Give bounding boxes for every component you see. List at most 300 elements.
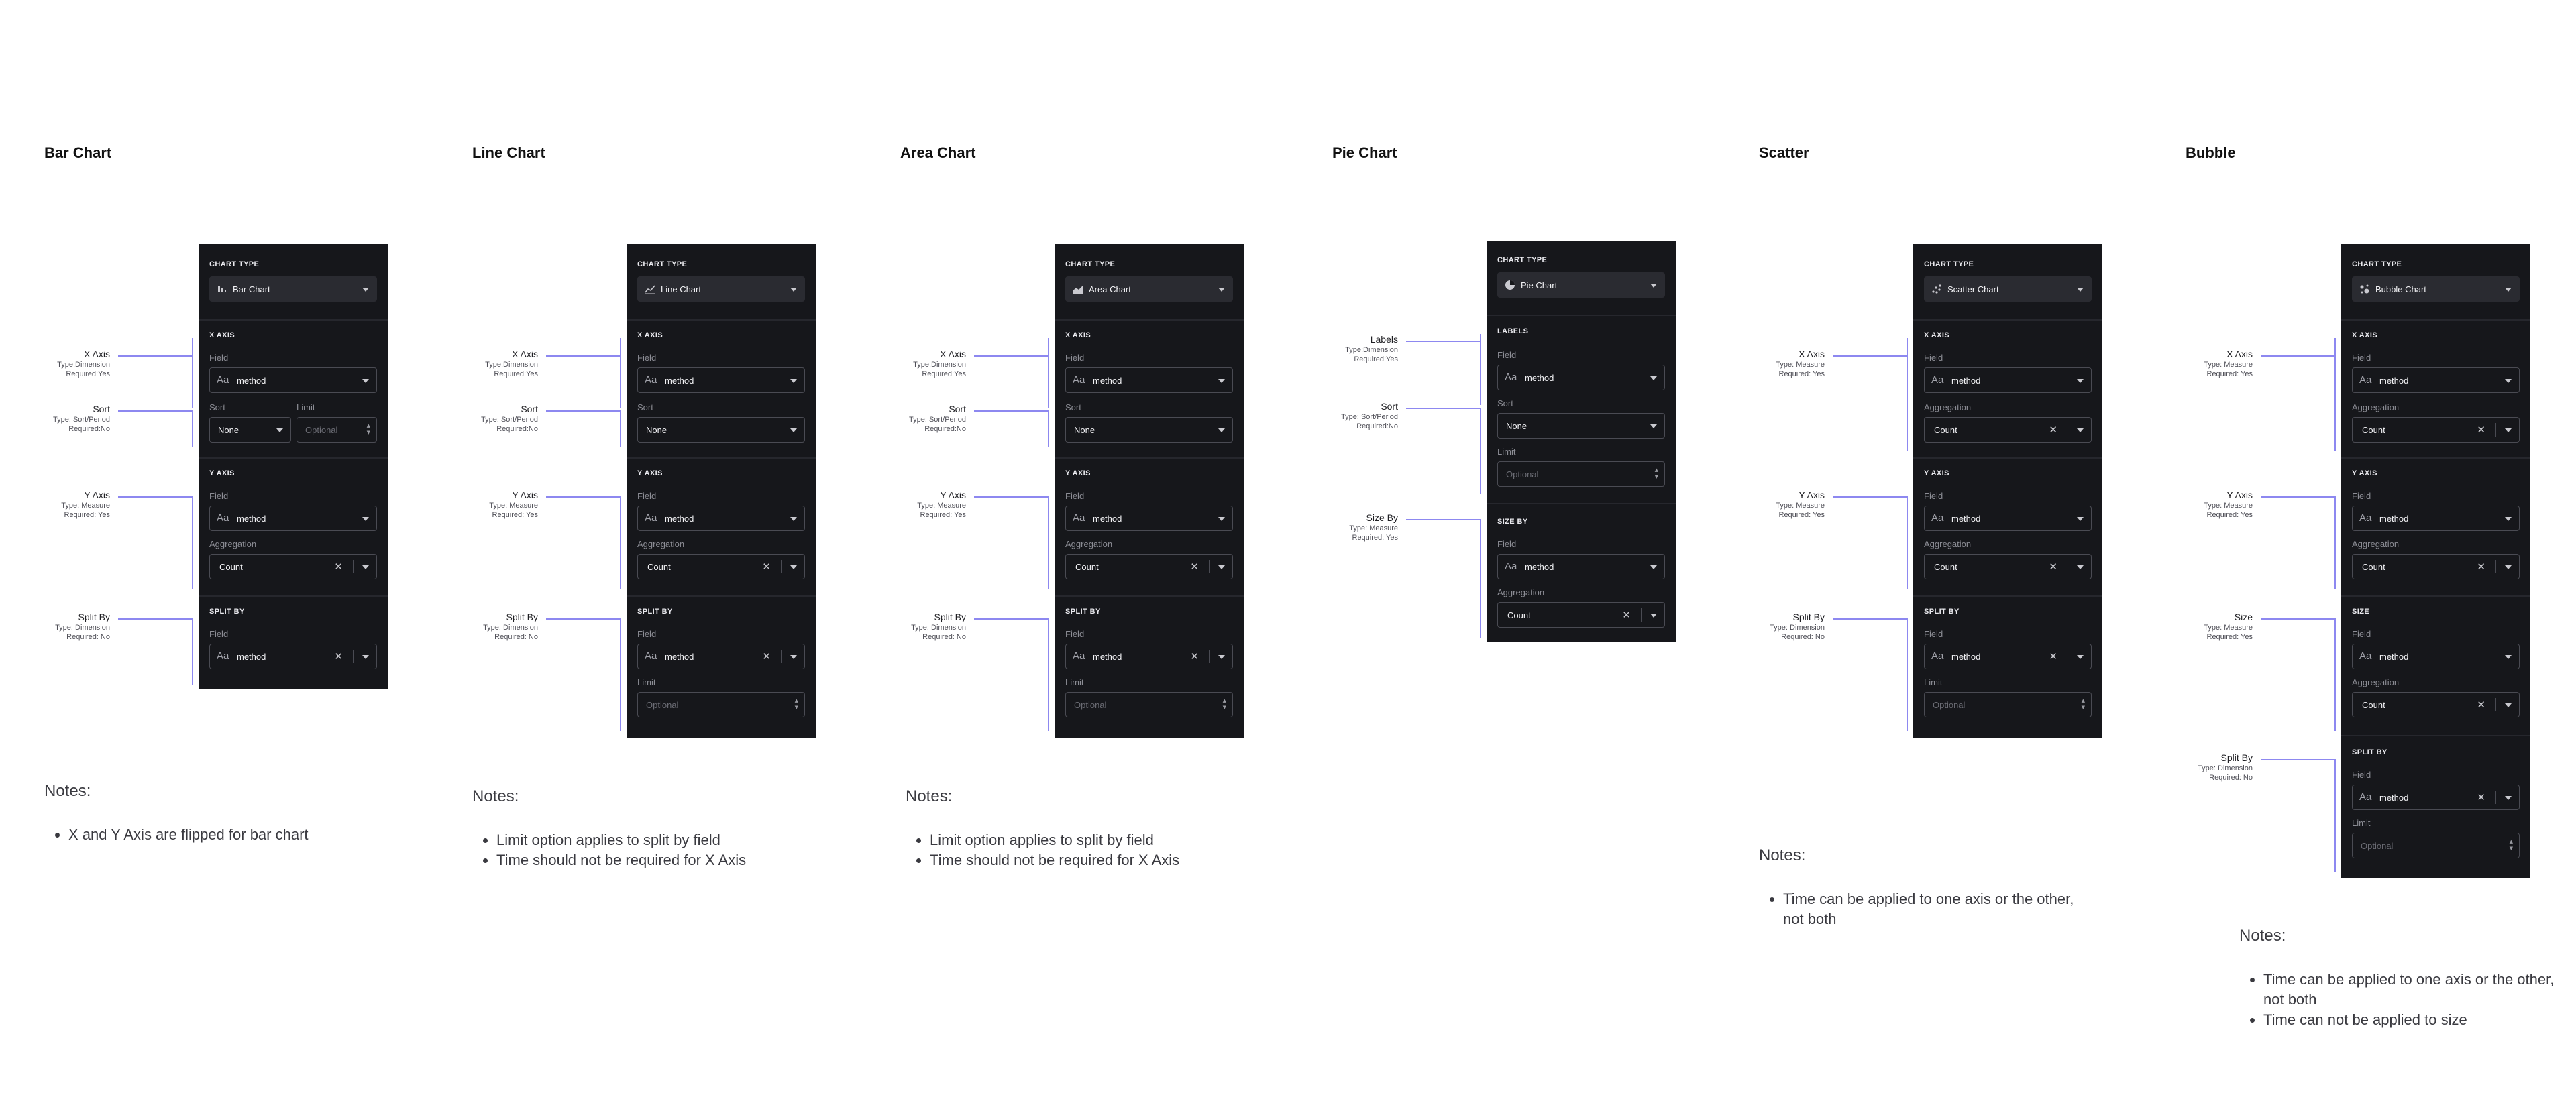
field-value: method — [665, 652, 694, 662]
aggregation-label: Aggregation — [2352, 677, 2400, 687]
connector-line — [2261, 759, 2334, 760]
aggregation-select[interactable] — [1924, 554, 2092, 579]
chevron-down-icon — [276, 428, 283, 432]
limit-placeholder: Optional — [305, 425, 338, 435]
annotation-split-by: Split By Type: Dimension Required: No — [2198, 752, 2253, 782]
connector-bracket — [1480, 408, 1481, 494]
annotation-split-by: Split By Type: Dimension Required: No — [911, 612, 966, 641]
clear-icon[interactable]: ✕ — [2049, 424, 2057, 436]
chevron-down-icon — [1650, 565, 1657, 569]
chart-type-heading: CHART TYPE — [1065, 260, 1116, 268]
aggregation-value: Count — [1934, 562, 1957, 572]
clear-icon[interactable]: ✕ — [2049, 561, 2057, 573]
chevron-down-icon[interactable] — [2505, 565, 2512, 569]
pie-chart-title: Pie Chart — [1332, 144, 1397, 161]
sort-value: None — [1074, 425, 1095, 435]
aggregation-select[interactable] — [1924, 417, 2092, 443]
chevron-down-icon[interactable] — [2077, 428, 2084, 432]
size-by-heading: SIZE BY — [1497, 518, 1528, 526]
bar-notes — [44, 782, 393, 845]
connector-line — [974, 496, 1048, 498]
connector-line — [1833, 496, 1907, 498]
split-by-field-select[interactable] — [637, 644, 805, 669]
chart-type-select[interactable] — [637, 276, 805, 302]
divider — [1055, 457, 1244, 459]
chevron-down-icon — [362, 288, 369, 292]
field-label: Field — [2352, 629, 2371, 639]
limit-label: Limit — [2352, 818, 2371, 828]
limit-input[interactable] — [1497, 461, 1665, 487]
annotation-x-axis: X Axis Type:Dimension Required:Yes — [485, 349, 538, 378]
bubble-chart-icon — [2359, 284, 2370, 294]
y-axis-field-select[interactable] — [209, 506, 377, 531]
connector-bracket — [1480, 519, 1481, 638]
clear-icon[interactable]: ✕ — [1622, 609, 1631, 621]
clear-icon[interactable]: ✕ — [2477, 424, 2485, 436]
limit-input[interactable] — [1924, 692, 2092, 717]
y-axis-field-select[interactable] — [637, 506, 805, 531]
stepper-icon[interactable]: ▲ ▼ — [794, 698, 798, 710]
x-axis-heading: X AXIS — [2352, 331, 2378, 339]
line-notes — [472, 787, 848, 870]
connector-bracket — [620, 618, 621, 731]
divider — [627, 319, 816, 321]
text-type-icon: Aa — [1073, 650, 1085, 662]
chevron-down-icon[interactable] — [2505, 703, 2512, 707]
bar-chart-icon — [217, 284, 227, 294]
chevron-down-icon[interactable] — [2077, 565, 2084, 569]
clear-icon[interactable]: ✕ — [334, 650, 343, 662]
y-axis-heading: Y AXIS — [637, 469, 663, 477]
chevron-down-icon[interactable] — [1218, 655, 1225, 659]
field-label: Field — [209, 629, 229, 639]
note-item: • Time should not be required for X Axis — [496, 850, 848, 870]
divider — [1641, 608, 1642, 622]
line-chart-title: Line Chart — [472, 144, 545, 161]
connector-line — [118, 355, 192, 357]
clear-icon[interactable]: ✕ — [2049, 650, 2057, 662]
field-label: Field — [637, 629, 657, 639]
chevron-down-icon — [2077, 517, 2084, 521]
chart-type-heading: CHART TYPE — [637, 260, 688, 268]
field-value: method — [665, 376, 694, 386]
connector-bracket — [192, 338, 193, 408]
aggregation-select[interactable] — [1065, 554, 1233, 579]
limit-label: Limit — [297, 402, 315, 412]
connector-bracket — [1907, 338, 1908, 451]
area-chart-title: Area Chart — [900, 144, 976, 161]
connector-bracket — [2334, 496, 2336, 589]
chevron-down-icon — [1650, 284, 1657, 288]
annotation-sort: Sort Type: Sort/Period Required:No — [53, 404, 110, 433]
connector-bracket — [1048, 338, 1049, 408]
sort-select[interactable] — [637, 417, 805, 443]
sort-label: Sort — [209, 402, 225, 412]
field-value: method — [1093, 376, 1122, 386]
divider — [353, 560, 354, 573]
chart-type-value: Bar Chart — [233, 284, 270, 294]
chevron-down-icon — [1218, 428, 1225, 432]
chart-type-select[interactable] — [209, 276, 377, 302]
aggregation-label: Aggregation — [1924, 402, 1972, 412]
sort-select[interactable] — [209, 417, 291, 443]
chevron-down-icon — [790, 379, 797, 383]
aggregation-value: Count — [647, 562, 671, 572]
note-item: • Limit option applies to split by field — [930, 830, 1281, 850]
aggregation-label: Aggregation — [209, 539, 257, 549]
note-item: • Time should not be required for X Axis — [930, 850, 1281, 870]
connector-bracket — [1048, 618, 1049, 731]
field-value: method — [1951, 652, 1981, 662]
connector-line — [1406, 408, 1480, 409]
aggregation-label: Aggregation — [2352, 402, 2400, 412]
field-label: Field — [1065, 491, 1085, 501]
text-type-icon: Aa — [1931, 374, 1944, 386]
chart-type-heading: CHART TYPE — [1497, 256, 1548, 264]
connector-line — [974, 618, 1048, 620]
y-axis-heading: Y AXIS — [209, 469, 235, 477]
aggregation-value: Count — [219, 562, 243, 572]
clear-icon[interactable]: ✕ — [2477, 791, 2485, 803]
notes-heading: Notes: — [44, 782, 91, 800]
divider — [2341, 595, 2530, 597]
chevron-down-icon[interactable] — [790, 655, 797, 659]
field-value: method — [1525, 373, 1554, 383]
annotation-x-axis: X Axis Type:Dimension Required:Yes — [57, 349, 110, 378]
field-label: Field — [1065, 629, 1085, 639]
x-axis-field-select[interactable] — [1065, 367, 1233, 393]
bubble-notes — [2239, 927, 2555, 1030]
limit-label: Limit — [1497, 447, 1516, 457]
field-label: Field — [637, 491, 657, 501]
split-by-heading: SPLIT BY — [209, 608, 245, 616]
annotation-y-axis: Y Axis Type: Measure Required: Yes — [2204, 489, 2253, 519]
divider — [1913, 319, 2102, 321]
notes-heading: Notes: — [472, 787, 519, 805]
connector-line — [118, 410, 192, 412]
chevron-down-icon — [1650, 376, 1657, 380]
field-label: Field — [637, 353, 657, 363]
chevron-down-icon[interactable] — [362, 655, 369, 659]
x-axis-field-select[interactable] — [2352, 367, 2520, 393]
divider — [1487, 503, 1676, 504]
chart-type-value: Bubble Chart — [2375, 284, 2426, 294]
connector-line — [2261, 496, 2334, 498]
aggregation-select[interactable] — [2352, 417, 2520, 443]
field-value: method — [2379, 652, 2409, 662]
note-item: • Time can be applied to one axis or the other, not both — [2263, 970, 2555, 1010]
divider — [199, 319, 388, 321]
connector-line — [118, 496, 192, 498]
aggregation-value: Count — [2362, 562, 2385, 572]
limit-placeholder: Optional — [1506, 469, 1539, 479]
chart-type-select[interactable] — [1065, 276, 1233, 302]
sort-label: Sort — [1065, 402, 1081, 412]
field-label: Field — [2352, 770, 2371, 780]
text-type-icon: Aa — [645, 374, 657, 386]
scatter-chart-config-panel — [1913, 244, 2102, 738]
split-by-field-select[interactable] — [1924, 644, 2092, 669]
connector-line — [2261, 618, 2334, 620]
x-axis-field-select[interactable] — [1924, 367, 2092, 393]
field-value: method — [2379, 793, 2409, 803]
chevron-down-icon[interactable] — [1650, 614, 1657, 618]
pie-chart-icon — [1505, 280, 1515, 290]
y-axis-field-select[interactable] — [1924, 506, 2092, 531]
connector-line — [1406, 519, 1480, 520]
clear-icon[interactable]: ✕ — [1190, 561, 1199, 573]
connector-line — [974, 355, 1048, 357]
line-chart-config-panel — [627, 244, 816, 738]
labels-heading: LABELS — [1497, 327, 1529, 335]
text-type-icon: Aa — [217, 512, 229, 524]
limit-label: Limit — [1065, 677, 1084, 687]
text-type-icon: Aa — [1931, 512, 1944, 524]
chevron-down-icon — [2505, 655, 2512, 659]
split-by-heading: SPLIT BY — [1065, 608, 1101, 616]
split-by-field-select[interactable] — [2352, 785, 2520, 810]
field-label: Field — [2352, 491, 2371, 501]
limit-placeholder: Optional — [1074, 700, 1107, 710]
field-label: Field — [1497, 350, 1517, 360]
aggregation-value: Count — [2362, 700, 2385, 710]
note-item: • Limit option applies to split by field — [496, 830, 848, 850]
labels-field-select[interactable] — [1497, 365, 1665, 390]
x-axis-field-select[interactable] — [209, 367, 377, 393]
field-label: Field — [1924, 629, 1943, 639]
text-type-icon: Aa — [2359, 791, 2372, 803]
sort-label: Sort — [1497, 398, 1513, 408]
field-value: method — [2379, 376, 2409, 386]
aggregation-select[interactable] — [2352, 692, 2520, 717]
divider — [199, 595, 388, 597]
text-type-icon: Aa — [2359, 512, 2372, 524]
chevron-down-icon — [2505, 517, 2512, 521]
chevron-down-icon — [362, 379, 369, 383]
stepper-icon[interactable]: ▲ ▼ — [1654, 467, 1658, 479]
text-type-icon: Aa — [2359, 650, 2372, 662]
chevron-down-icon[interactable] — [362, 565, 369, 569]
connector-bracket — [1048, 410, 1049, 447]
connector-line — [1833, 618, 1907, 620]
field-label: Field — [209, 491, 229, 501]
chevron-down-icon — [790, 517, 797, 521]
connector-bracket — [2334, 338, 2336, 451]
annotation-split-by: Split By Type: Dimension Required: No — [483, 612, 538, 641]
chevron-down-icon — [790, 428, 797, 432]
chart-type-heading: CHART TYPE — [2352, 260, 2402, 268]
limit-input[interactable] — [297, 417, 377, 443]
annotation-x-axis: X Axis Type:Dimension Required:Yes — [913, 349, 966, 378]
x-axis-heading: X AXIS — [637, 331, 663, 339]
limit-input[interactable] — [1065, 692, 1233, 717]
annotation-y-axis: Y Axis Type: Measure Required: Yes — [1776, 489, 1825, 519]
chevron-down-icon[interactable] — [2077, 655, 2084, 659]
annotation-sort: Sort Type: Sort/Period Required:No — [909, 404, 966, 433]
stepper-icon[interactable]: ▲ ▼ — [1222, 698, 1226, 710]
field-label: Field — [1065, 353, 1085, 363]
connector-bracket — [620, 496, 621, 589]
text-type-icon: Aa — [1931, 650, 1944, 662]
y-axis-field-select[interactable] — [2352, 506, 2520, 531]
limit-label: Limit — [1924, 677, 1943, 687]
chart-type-select[interactable] — [2352, 276, 2520, 302]
divider — [1209, 650, 1210, 663]
aggregation-value: Count — [1507, 610, 1531, 620]
aggregation-value: Count — [1934, 425, 1957, 435]
sort-select[interactable] — [1497, 413, 1665, 439]
divider — [1913, 595, 2102, 597]
stepper-icon[interactable]: ▲ ▼ — [2081, 698, 2085, 710]
size-heading: SIZE — [2352, 608, 2370, 616]
divider — [1055, 319, 1244, 321]
field-value: method — [1093, 652, 1122, 662]
chevron-down-icon — [1650, 424, 1657, 428]
chevron-down-icon[interactable] — [2505, 428, 2512, 432]
sort-select[interactable] — [1065, 417, 1233, 443]
connector-bracket — [2334, 618, 2336, 731]
divider — [2341, 735, 2530, 736]
area-chart-config-panel — [1055, 244, 1244, 738]
aggregation-label: Aggregation — [637, 539, 685, 549]
annotation-sort: Sort Type: Sort/Period Required:No — [1341, 401, 1398, 430]
aggregation-label: Aggregation — [1497, 587, 1545, 597]
divider — [1209, 560, 1210, 573]
aggregation-select[interactable] — [209, 554, 377, 579]
clear-icon[interactable]: ✕ — [2477, 561, 2485, 573]
chevron-down-icon[interactable] — [1218, 565, 1225, 569]
divider — [199, 457, 388, 459]
x-axis-heading: X AXIS — [1924, 331, 1950, 339]
note-item: • Time can not be applied to size — [2263, 1010, 2555, 1030]
bar-chart-config-panel — [199, 244, 388, 689]
annotation-y-axis: Y Axis Type: Measure Required: Yes — [489, 489, 538, 519]
field-value: method — [237, 376, 266, 386]
size-by-field-select[interactable] — [1497, 554, 1665, 579]
limit-input[interactable] — [2352, 833, 2520, 858]
text-type-icon: Aa — [645, 650, 657, 662]
text-type-icon: Aa — [217, 374, 229, 386]
chevron-down-icon — [1218, 379, 1225, 383]
chart-type-value: Pie Chart — [1521, 280, 1558, 290]
y-axis-heading: Y AXIS — [1065, 469, 1091, 477]
field-value: method — [237, 652, 266, 662]
area-chart-icon — [1073, 284, 1083, 294]
connector-line — [546, 618, 620, 620]
connector-bracket — [1480, 334, 1481, 405]
chevron-down-icon — [2077, 379, 2084, 383]
connector-bracket — [192, 618, 193, 685]
y-axis-field-select[interactable] — [1065, 506, 1233, 531]
annotation-size-by: Size By Type: Measure Required: Yes — [1349, 512, 1398, 542]
x-axis-heading: X AXIS — [1065, 331, 1091, 339]
connector-bracket — [1048, 496, 1049, 589]
text-type-icon: Aa — [645, 512, 657, 524]
divider — [2341, 319, 2530, 321]
split-by-heading: SPLIT BY — [637, 608, 673, 616]
aggregation-select[interactable] — [2352, 554, 2520, 579]
chart-type-select[interactable] — [1497, 272, 1665, 298]
connector-line — [118, 618, 192, 620]
limit-label: Limit — [637, 677, 656, 687]
x-axis-field-select[interactable] — [637, 367, 805, 393]
connector-bracket — [192, 410, 193, 447]
field-label: Field — [2352, 353, 2371, 363]
chart-type-value: Line Chart — [661, 284, 701, 294]
divider — [781, 650, 782, 663]
chart-type-heading: CHART TYPE — [209, 260, 260, 268]
clear-icon[interactable]: ✕ — [762, 561, 771, 573]
field-value: method — [1951, 376, 1981, 386]
notes-heading: Notes: — [1759, 846, 1806, 864]
size-field-select[interactable] — [2352, 644, 2520, 669]
clear-icon[interactable]: ✕ — [2477, 699, 2485, 711]
stepper-icon[interactable]: ▲ ▼ — [2509, 839, 2513, 851]
field-value: method — [665, 514, 694, 524]
limit-input[interactable] — [637, 692, 805, 717]
text-type-icon: Aa — [1073, 374, 1085, 386]
scatter-notes — [1759, 846, 2094, 929]
limit-placeholder: Optional — [2361, 841, 2394, 851]
text-type-icon: Aa — [1505, 561, 1517, 572]
aggregation-select[interactable] — [1497, 602, 1665, 628]
chevron-down-icon — [1218, 517, 1225, 521]
chart-type-value: Area Chart — [1089, 284, 1131, 294]
connector-bracket — [1907, 496, 1908, 589]
aggregation-value: Count — [2362, 425, 2385, 435]
split-by-field-select[interactable] — [1065, 644, 1233, 669]
connector-line — [2261, 355, 2334, 357]
aggregation-label: Aggregation — [1924, 539, 1972, 549]
pie-chart-config-panel — [1487, 241, 1676, 642]
text-type-icon: Aa — [2359, 374, 2372, 386]
connector-line — [546, 496, 620, 498]
note-item: • Time can be applied to one axis or the other, not both — [1783, 889, 2094, 929]
connector-line — [546, 410, 620, 412]
divider — [353, 650, 354, 663]
chart-type-value: Scatter Chart — [1947, 284, 1999, 294]
chart-type-select[interactable] — [1924, 276, 2092, 302]
chevron-down-icon[interactable] — [2505, 796, 2512, 800]
y-axis-heading: Y AXIS — [2352, 469, 2377, 477]
clear-icon[interactable]: ✕ — [1190, 650, 1199, 662]
split-by-heading: SPLIT BY — [1924, 608, 1960, 616]
connector-bracket — [1907, 618, 1908, 731]
connector-line — [546, 355, 620, 357]
scatter-chart-title: Scatter — [1759, 144, 1809, 161]
limit-placeholder: Optional — [646, 700, 679, 710]
field-value: method — [1093, 514, 1122, 524]
clear-icon[interactable]: ✕ — [762, 650, 771, 662]
bubble-chart-title: Bubble — [2186, 144, 2236, 161]
x-axis-heading: X AXIS — [209, 331, 235, 339]
sort-value: None — [218, 425, 239, 435]
aggregation-select[interactable] — [637, 554, 805, 579]
divider — [2341, 457, 2530, 459]
chevron-down-icon[interactable] — [790, 565, 797, 569]
notes-heading: Notes: — [2239, 927, 2286, 945]
annotation-x-axis: X Axis Type: Measure Required: Yes — [2204, 349, 2253, 378]
clear-icon[interactable]: ✕ — [334, 561, 343, 573]
text-type-icon: Aa — [217, 650, 229, 662]
connector-bracket — [620, 338, 621, 408]
connector-line — [974, 410, 1048, 412]
divider — [1055, 595, 1244, 597]
bar-chart-title: Bar Chart — [44, 144, 112, 161]
aggregation-value: Count — [1075, 562, 1099, 572]
stepper-icon[interactable]: ▲ ▼ — [366, 423, 370, 435]
split-by-field-select[interactable] — [209, 644, 377, 669]
